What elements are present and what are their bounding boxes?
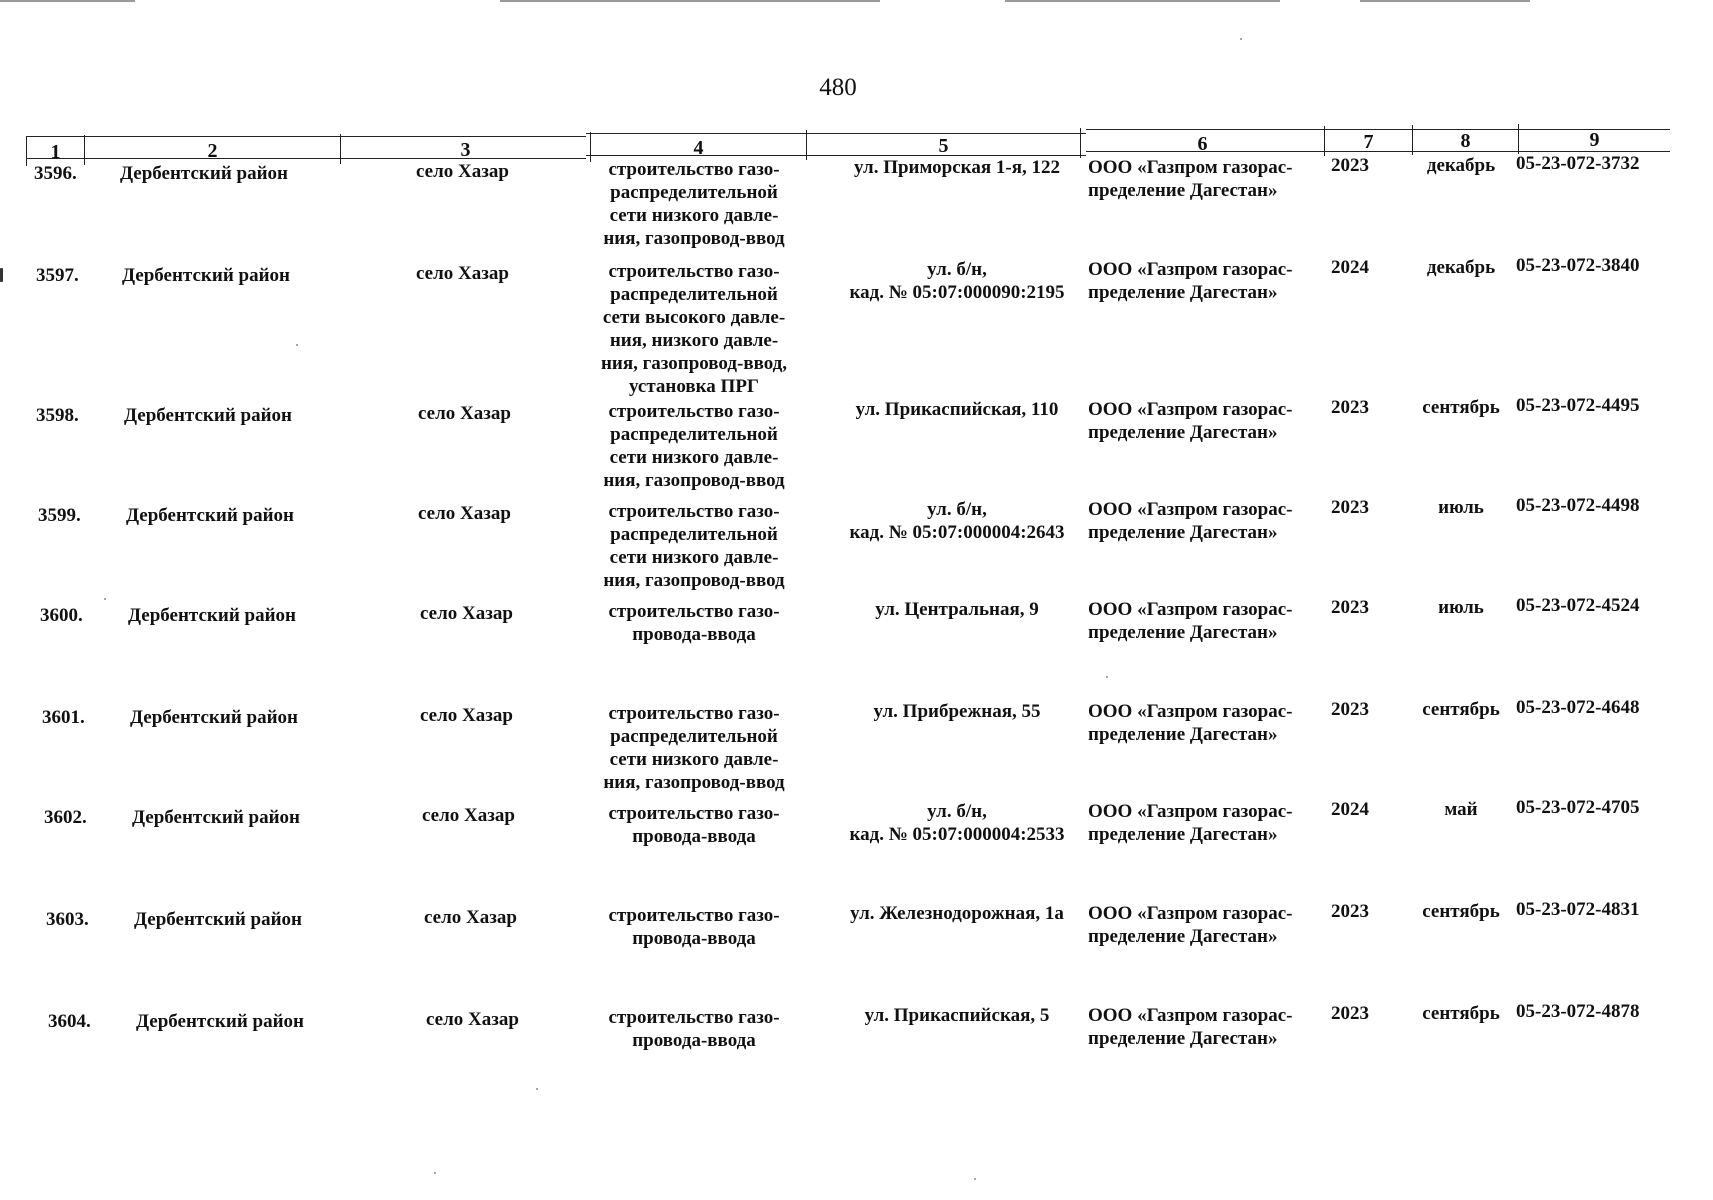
scan-speck — [1240, 38, 1242, 40]
works-description: строительство газо- провода-ввода — [608, 601, 780, 645]
district: Дербентский район — [124, 405, 292, 426]
organization: ООО «Газпром газорас- пределение Дагестан» — [1088, 259, 1293, 303]
year: 2023 — [1331, 699, 1369, 720]
district: Дербентский район — [134, 909, 302, 930]
column-header-4: 4 — [590, 132, 806, 162]
registration-code: 05-23-072-4498 — [1516, 495, 1640, 516]
year: 2024 — [1331, 257, 1369, 278]
month: май — [1444, 799, 1478, 820]
organization: ООО «Газпром газорас- пределение Дагестан» — [1088, 399, 1293, 443]
row-number: 3598. — [36, 405, 79, 426]
address: ул. б/н, кад. № 05:07:000004:2533 — [849, 801, 1065, 845]
column-header-1: 1 — [26, 136, 84, 166]
year: 2024 — [1331, 799, 1369, 820]
month: сентябрь — [1422, 901, 1500, 922]
year: 2023 — [1331, 597, 1369, 618]
registration-code: 05-23-072-3732 — [1516, 153, 1640, 174]
column-header-9: 9 — [1518, 124, 1670, 154]
row-number: 3601. — [42, 707, 85, 728]
month: июль — [1438, 597, 1484, 618]
registration-code: 05-23-072-4495 — [1516, 395, 1640, 416]
year: 2023 — [1331, 1003, 1369, 1024]
month: сентябрь — [1422, 699, 1500, 720]
month: июль — [1438, 497, 1484, 518]
address: ул. Приморская 1-я, 122 — [854, 157, 1060, 178]
address: ул. Центральная, 9 — [875, 599, 1039, 620]
works-description: строительство газо- распределительной сети низкого давле- ния, газопровод-ввод — [603, 401, 785, 491]
works-description: строительство газо- распределительной сети низкого давле- ния, газопровод-ввод — [603, 703, 785, 793]
works-description: строительство газо- распределительной сети высокого давле- ния, низкого давле- ния, газопровод-ввод, установка ПРГ — [600, 261, 788, 397]
district: Дербентский район — [132, 807, 300, 828]
scan-speck — [0, 268, 3, 282]
settlement: село Хазар — [416, 161, 509, 182]
registration-code: 05-23-072-4705 — [1516, 797, 1640, 818]
scan-speck — [104, 598, 106, 600]
month: декабрь — [1426, 155, 1496, 176]
scan-edge-center — [500, 0, 880, 2]
settlement: село Хазар — [418, 503, 511, 524]
month: сентябрь — [1422, 397, 1500, 418]
registration-code: 05-23-072-4878 — [1516, 1001, 1640, 1022]
column-header-3: 3 — [340, 134, 590, 164]
month: декабрь — [1426, 257, 1496, 278]
page-number: 480 — [819, 74, 857, 101]
registration-code: 05-23-072-4648 — [1516, 697, 1640, 718]
settlement: село Хазар — [420, 705, 513, 726]
row-number: 3599. — [38, 505, 81, 526]
organization: ООО «Газпром газорас- пределение Дагестан» — [1088, 903, 1293, 947]
year: 2023 — [1331, 497, 1369, 518]
organization: ООО «Газпром газорас- пределение Дагестан» — [1088, 157, 1293, 201]
scan-speck — [296, 344, 298, 346]
organization: ООО «Газпром газорас- пределение Дагестан» — [1088, 701, 1293, 745]
settlement: село Хазар — [420, 603, 513, 624]
month: сентябрь — [1422, 1003, 1500, 1024]
row-number: 3597. — [36, 265, 79, 286]
address: ул. Прибрежная, 55 — [873, 701, 1041, 722]
district: Дербентский район — [122, 265, 290, 286]
works-description: строительство газо- провода-ввода — [608, 1007, 780, 1051]
scan-speck — [1106, 676, 1108, 678]
registration-code: 05-23-072-4831 — [1516, 899, 1640, 920]
works-description: строительство газо- распределительной сети низкого давле- ния, газопровод-ввод — [603, 159, 785, 249]
column-header-2: 2 — [84, 135, 340, 165]
address: ул. Железнодорожная, 1а — [850, 903, 1064, 924]
year: 2023 — [1331, 155, 1369, 176]
registration-code: 05-23-072-3840 — [1516, 255, 1640, 276]
settlement: село Хазар — [422, 805, 515, 826]
year: 2023 — [1331, 901, 1369, 922]
column-header-7: 7 — [1324, 126, 1412, 156]
organization: ООО «Газпром газорас- пределение Дагестан» — [1088, 499, 1293, 543]
scan-speck — [974, 1178, 976, 1180]
address: ул. б/н, кад. № 05:07:000004:2643 — [849, 499, 1065, 543]
address: ул. Прикаспийская, 5 — [864, 1005, 1050, 1026]
district: Дербентский район — [130, 707, 298, 728]
registration-code: 05-23-072-4524 — [1516, 595, 1640, 616]
scan-edge-right — [1005, 0, 1280, 2]
row-number: 3596. — [34, 163, 77, 184]
address: ул. б/н, кад. № 05:07:000090:2195 — [849, 259, 1065, 303]
organization: ООО «Газпром газорас- пределение Дагестан» — [1088, 599, 1293, 643]
address: ул. Прикаспийская, 110 — [855, 399, 1059, 420]
district: Дербентский район — [120, 163, 288, 184]
row-number: 3602. — [44, 807, 87, 828]
scan-speck — [536, 1088, 538, 1090]
settlement: село Хазар — [426, 1009, 519, 1030]
year: 2023 — [1331, 397, 1369, 418]
organization: ООО «Газпром газорас- пределение Дагестан» — [1088, 1005, 1293, 1049]
column-header-5: 5 — [806, 130, 1080, 160]
scan-speck — [434, 1172, 436, 1174]
scan-edge-far-right — [1360, 0, 1530, 2]
organization: ООО «Газпром газорас- пределение Дагестан» — [1088, 801, 1293, 845]
settlement: село Хазар — [416, 263, 509, 284]
row-number: 3603. — [46, 909, 89, 930]
district: Дербентский район — [128, 605, 296, 626]
works-description: строительство газо- распределительной сети низкого давле- ния, газопровод-ввод — [603, 501, 785, 591]
column-header-8: 8 — [1412, 125, 1518, 155]
row-number: 3600. — [40, 605, 83, 626]
column-header-6: 6 — [1080, 128, 1324, 158]
scan-edge-left — [0, 0, 135, 2]
row-number: 3604. — [48, 1011, 91, 1032]
district: Дербентский район — [126, 505, 294, 526]
settlement: село Хазар — [418, 403, 511, 424]
settlement: село Хазар — [424, 907, 517, 928]
works-description: строительство газо- провода-ввода — [608, 905, 780, 949]
district: Дербентский район — [136, 1011, 304, 1032]
works-description: строительство газо- провода-ввода — [608, 803, 780, 847]
